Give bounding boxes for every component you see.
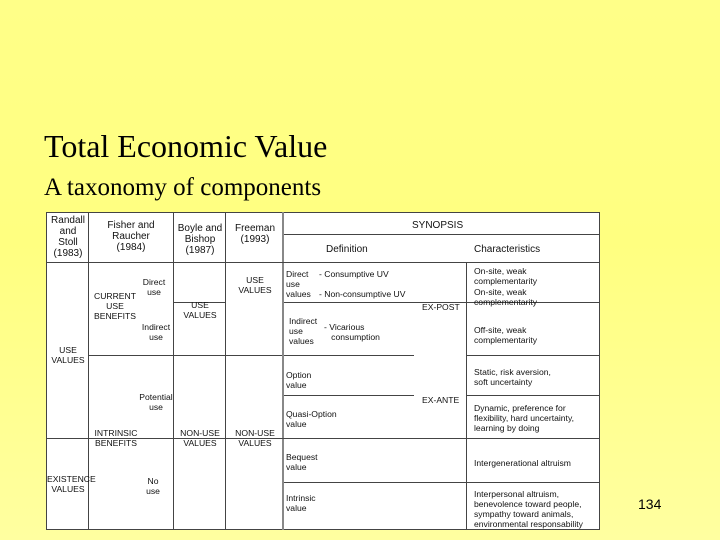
- char-3: Off-site, weak complementarity: [474, 325, 538, 345]
- header-fisher: Fisher and Raucher (1984): [107, 220, 155, 253]
- taxonomy-table: [46, 212, 600, 530]
- def-direct-use-values: Direct use values: [286, 269, 311, 299]
- fisher-no-use: No use: [146, 476, 160, 496]
- row-divider-4: [284, 482, 600, 483]
- fisher-indirect-use: Indirect use: [141, 322, 171, 342]
- def-vicarious: - Vicarious consumption: [324, 322, 380, 342]
- boyle-use-values: USE VALUES: [183, 300, 217, 320]
- header-synopsis: SYNOPSIS: [412, 220, 464, 231]
- header-freeman: Freeman (1993): [234, 223, 275, 245]
- header-randall: Randall and Stoll (1983): [51, 215, 85, 259]
- row-divider-3b: [466, 395, 600, 396]
- row-divider-2b: [466, 355, 600, 356]
- slide-title: Total Economic Value: [44, 128, 328, 164]
- char-2: On-site, weak complementarity: [474, 287, 538, 307]
- slide-subtitle: A taxonomy of components: [44, 174, 322, 201]
- def-direct-use-items: - Consumptive UV - Non-consumptive UV: [319, 269, 406, 299]
- randall-use-values: USE VALUES: [51, 345, 85, 365]
- fisher-potential-use: Potential use: [139, 392, 173, 412]
- char-6: Intergenerational altruism: [474, 458, 571, 468]
- header-divider: [46, 262, 600, 263]
- header-characteristics: Characteristics: [474, 244, 541, 255]
- row-divider-2: [284, 355, 414, 356]
- def-indirect-use-values: Indirect use values: [289, 316, 318, 346]
- char-4: Static, risk aversion, soft uncertainty: [474, 367, 551, 387]
- row-divider-3: [284, 395, 414, 396]
- boyle-non-use-values: NON-USE VALUES: [180, 428, 220, 448]
- fisher-current-use-benefits: CURRENT USE BENEFITS: [93, 291, 137, 321]
- synopsis-divider: [284, 234, 600, 235]
- def-option-value: Option value: [286, 370, 312, 390]
- col-divider-3: [225, 212, 226, 530]
- table-top-border: [46, 212, 600, 213]
- char-7: Interpersonal altruism, benevolence toward people, sympathy toward animals, environmental responsability: [474, 489, 583, 529]
- def-intrinsic-value: Intrinsic value: [286, 493, 316, 513]
- col-divider-2: [173, 212, 174, 530]
- char-1: On-site, weak complementarity: [474, 266, 538, 286]
- randall-existence-values: EXISTENCE VALUES: [47, 474, 96, 494]
- def-ex-post: EX-POST: [422, 302, 460, 312]
- page-number: 134: [638, 496, 662, 512]
- char-5: Dynamic, preference for flexibility, hard uncertainty, learning by doing: [474, 403, 574, 433]
- boyle-divider: [225, 355, 282, 356]
- header-boyle: Boyle and Bishop (1987): [177, 223, 223, 256]
- fisher-direct-use: Direct use: [142, 277, 166, 297]
- freeman-use-values: USE VALUES: [238, 275, 272, 295]
- fisher-current-divider: [88, 355, 225, 356]
- def-quasi-option-value: Quasi-Option value: [286, 409, 337, 429]
- fisher-intrinsic-benefits: INTRINSIC BENEFITS: [94, 428, 138, 448]
- header-definition: Definition: [326, 244, 368, 255]
- def-bequest-value: Bequest value: [286, 452, 318, 472]
- def-ex-ante: EX-ANTE: [422, 395, 460, 405]
- table-bottom-border: [46, 529, 600, 530]
- freeman-non-use-values: NON-USE VALUES: [235, 428, 275, 448]
